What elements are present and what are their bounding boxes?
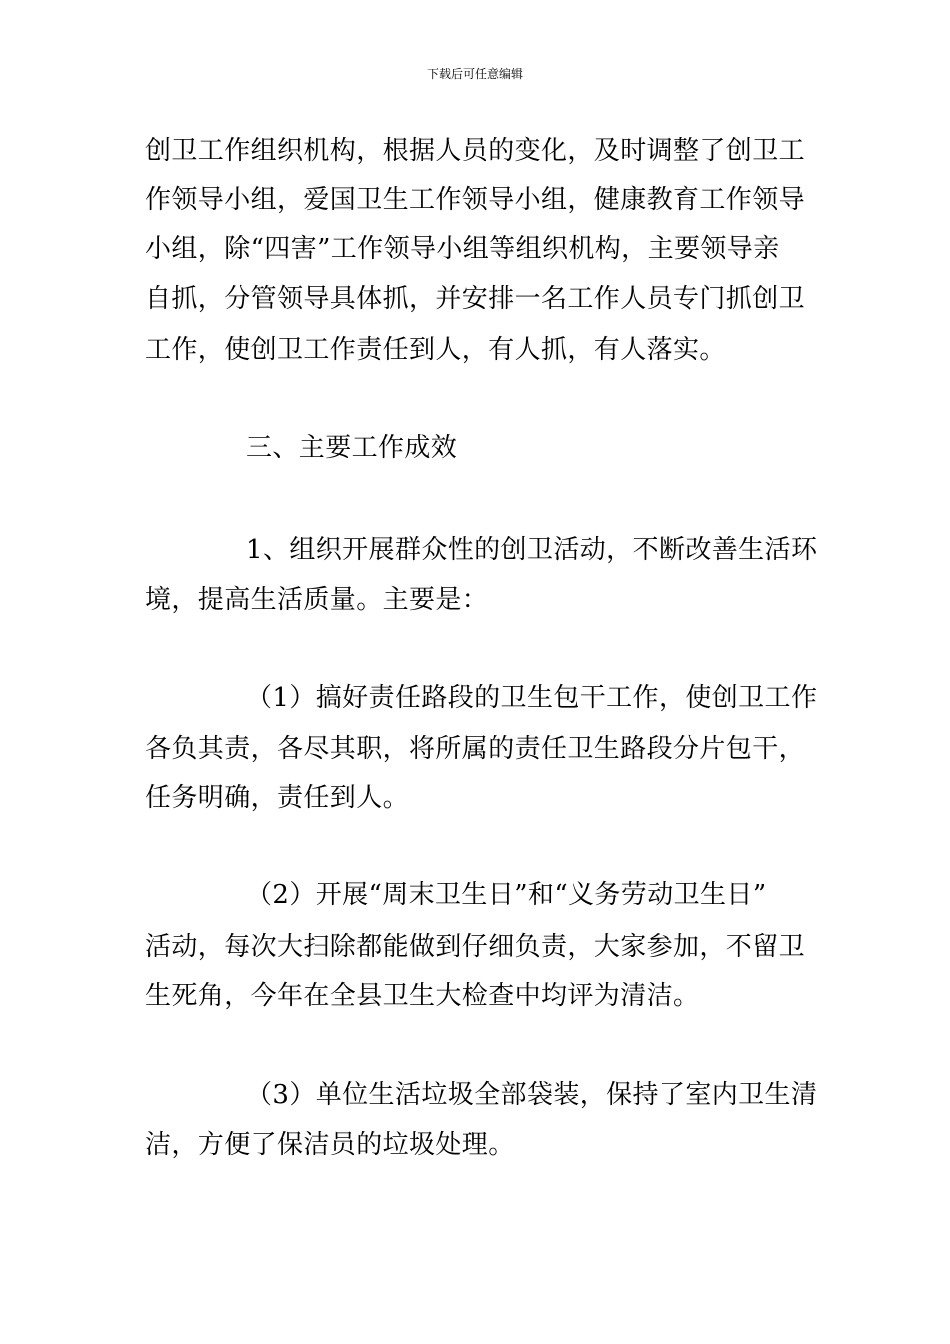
text-line: 工作，使创卫工作责任到人，有人抓，有人落实。 [145, 335, 726, 365]
text-line: 境，提高生活质量。主要是： [145, 585, 489, 615]
text-line: 活动，每次大扫除都能做到仔细负责，大家参加，不留卫 [145, 932, 806, 962]
section-heading: 三、主要工作成效 [246, 433, 458, 463]
text-line: 创卫工作组织机构，根据人员的变化，及时调整了创卫工 [145, 136, 806, 166]
text-line: （3）单位生活垃圾全部袋装，保持了室内卫生清 [246, 1080, 818, 1110]
text-line: （1）搞好责任路段的卫生包干工作，使创卫工作 [246, 683, 818, 713]
text-line: 自抓，分管领导具体抓，并安排一名工作人员专门抓创卫 [145, 284, 806, 314]
text-line: （2）开展“周末卫生日”和“义务劳动卫生日” [246, 880, 767, 910]
text-line: 生死角，今年在全县卫生大检查中均评为清洁。 [145, 981, 700, 1011]
text-line: 任务明确，责任到人。 [145, 783, 410, 813]
text-line: 作领导小组，爱国卫生工作领导小组，健康教育工作领导 [145, 185, 806, 215]
page-header-note: 下载后可任意编辑 [426, 67, 523, 81]
text-line: 小组，除“四害”工作领导小组等组织机构，主要领导亲 [145, 234, 780, 264]
text-line: 各负其责，各尽其职，将所属的责任卫生路段分片包干， [145, 734, 806, 764]
text-line: 1、组织开展群众性的创卫活动，不断改善生活环 [246, 535, 818, 565]
text-line: 洁，方便了保洁员的垃圾处理。 [145, 1130, 515, 1160]
